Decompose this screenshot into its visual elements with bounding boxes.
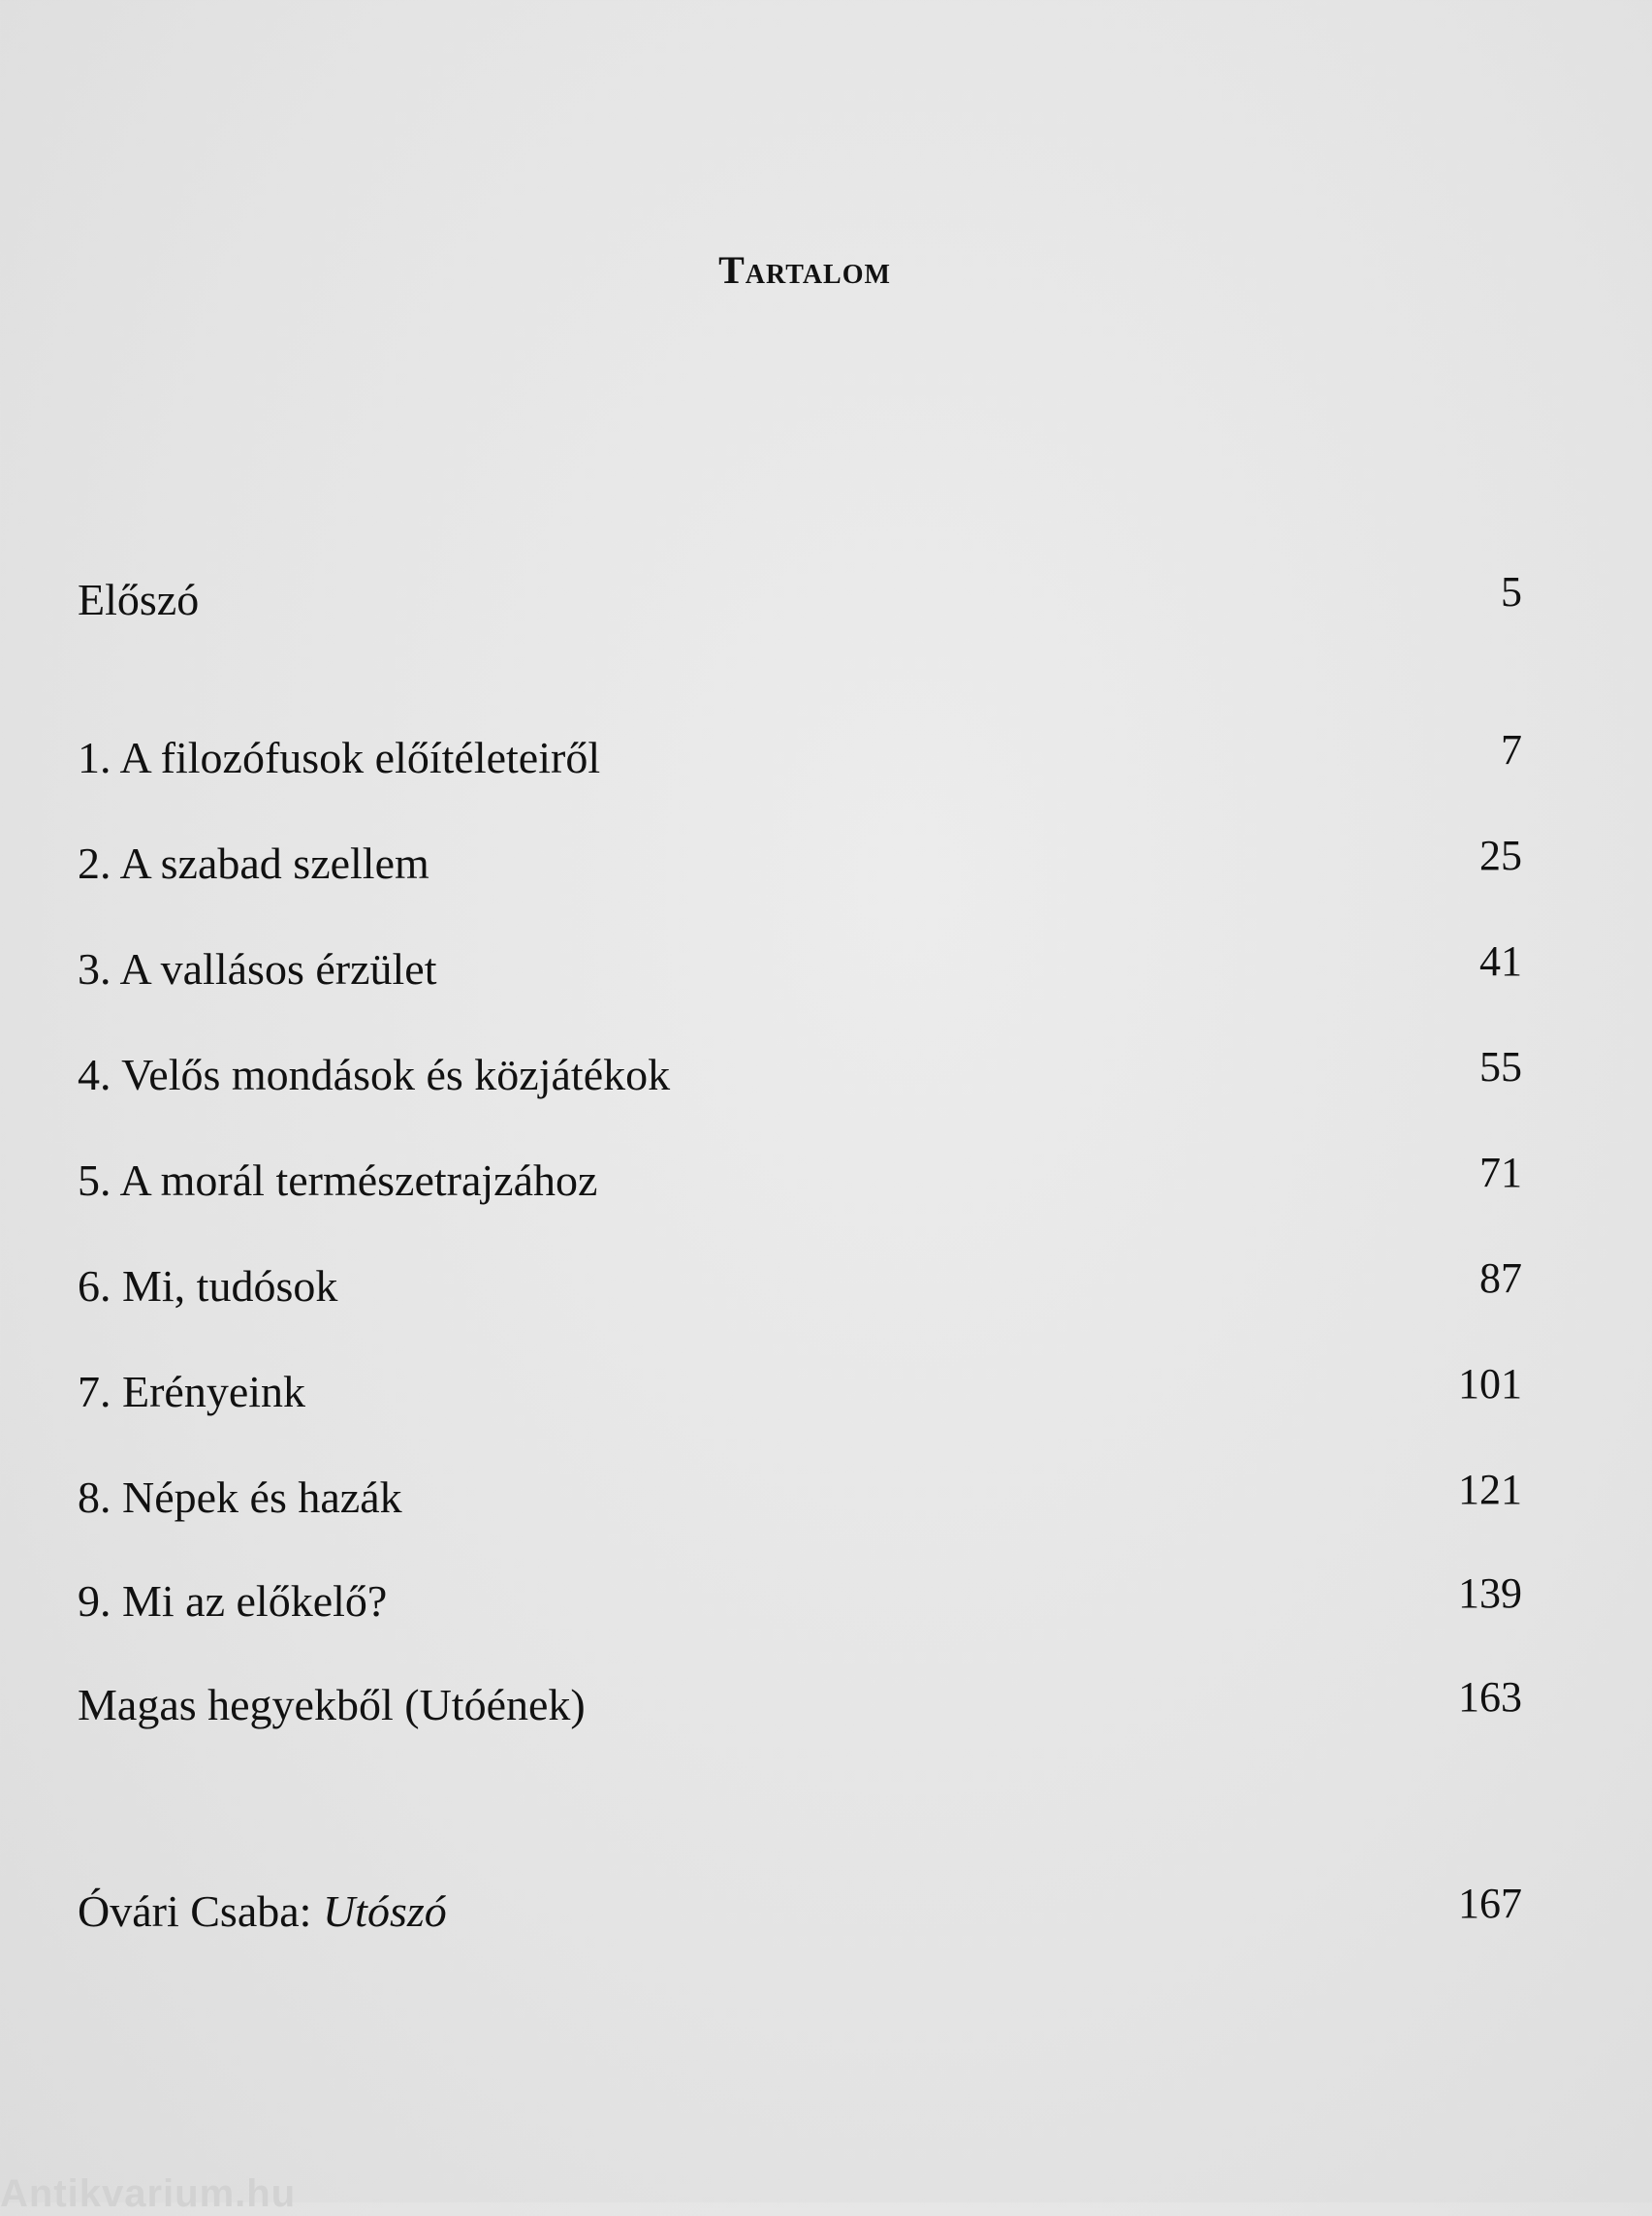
toc-entry-page: 55: [1479, 1043, 1522, 1091]
toc-entry-page: 25: [1479, 832, 1522, 879]
toc-entry-page: 101: [1458, 1360, 1522, 1408]
toc-entry-chapter-3: [78, 936, 1522, 995]
toc-entry-page: 71: [1479, 1149, 1522, 1196]
toc-entry-label: [78, 1885, 447, 1937]
toc-entry-label: 4. Velős mondások és közjátékok: [78, 1050, 671, 1099]
toc-entry-page: 167: [1458, 1880, 1522, 1927]
page-title: Tartalom: [718, 248, 891, 292]
afterword-title: Utószó: [322, 1886, 447, 1936]
toc-entry-page: 163: [1458, 1673, 1522, 1721]
watermark-text: Antikvarium.hu: [0, 2172, 297, 2215]
toc-entry-label: 3. A vallásos érzület: [78, 944, 437, 994]
toc-entry-chapter-2: [78, 831, 1522, 889]
toc-entry-label: 5. A morál természetrajzához: [78, 1155, 598, 1205]
toc-entry-label: 2. A szabad szellem: [78, 839, 429, 888]
toc-entry-chapter-7: [78, 1359, 1522, 1417]
toc-entry-chapter-5: [78, 1148, 1522, 1206]
toc-entry-chapter-1: [78, 725, 1522, 783]
toc-entry-label: 1. A filozófusok előítéleteiről: [78, 733, 601, 782]
toc-entry-epilogue-song: [78, 1672, 1522, 1730]
toc-entry-page: 139: [1458, 1569, 1522, 1617]
toc-entry-page: 5: [1501, 568, 1522, 616]
toc-entry-label: Előszó: [78, 575, 200, 624]
toc-entry-page: 41: [1479, 937, 1522, 985]
toc-entry-page: 7: [1501, 726, 1522, 774]
afterword-author: Óvári Csaba:: [78, 1886, 312, 1936]
toc-entry-chapter-6: [78, 1253, 1522, 1312]
toc-entry-chapter-8: [78, 1465, 1522, 1523]
toc-entry-afterword: [78, 1879, 1522, 1937]
toc-entry-label: 8. Népek és hazák: [78, 1472, 402, 1522]
toc-entry-label: 9. Mi az előkelő?: [78, 1576, 388, 1626]
toc-entry-chapter-9: [78, 1568, 1522, 1627]
toc-entry-chapter-4: [78, 1042, 1522, 1100]
toc-entry-page: 121: [1458, 1466, 1522, 1513]
toc-entry-label: Magas hegyekből (Utóének): [78, 1680, 586, 1729]
toc-entry-label: 7. Erényeink: [78, 1367, 306, 1416]
toc-entry-page: 87: [1479, 1254, 1522, 1302]
toc-entry-eloszo: [78, 567, 1522, 625]
toc-entry-label: 6. Mi, tudósok: [78, 1261, 338, 1311]
